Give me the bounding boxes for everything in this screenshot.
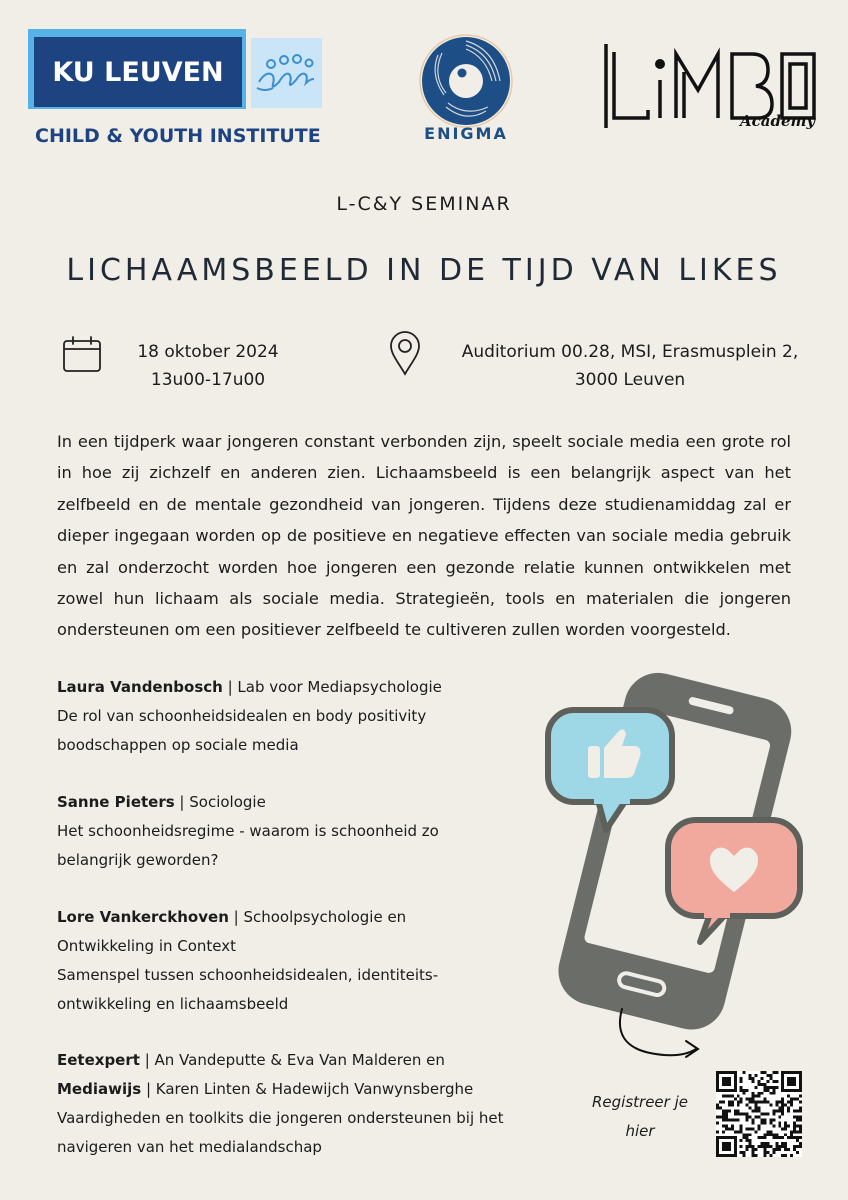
speaker-name: Lore Vankerckhoven bbox=[57, 908, 229, 926]
speaker-talk: Vaardigheden en toolkits die jongeren ondersteunen bij het navigeren van het medialandschap bbox=[57, 1109, 504, 1156]
speaker-block: Laura Vandenbosch | Lab voor Mediapsychologie De rol van schoonheidsidealen en body positivity boodschappen op sociale media bbox=[57, 673, 527, 760]
calendar-icon bbox=[62, 335, 102, 375]
location-line-1: Auditorium 00.28, MSI, Erasmusplein 2, bbox=[461, 342, 799, 362]
speaker-talk: Het schoonheidsregime - waarom is schoonheid zo belangrijk geworden? bbox=[57, 822, 439, 869]
speaker-talk: Samenspel tussen schoonheidsidealen, identiteits-ontwikkeling en lichaamsbeeld bbox=[57, 966, 439, 1013]
location-line-2: 3000 Leuven bbox=[574, 370, 686, 390]
speaker-affiliation: Lab voor Mediapsychologie bbox=[237, 678, 442, 696]
ku-leuven-logo bbox=[34, 37, 242, 107]
limbo-logo-text bbox=[0, 0, 1, 1]
speaker-affiliation: Schoolpsychologie en Ontwikkeling in Context bbox=[57, 908, 407, 955]
registration-qr-code[interactable] bbox=[716, 1070, 802, 1158]
speaker-block: Lore Vankerckhoven | Schoolpsychologie en Ontwikkeling in Context Samenspel tussen schoonheidsidealen, identiteits-ontwikkeling en lichaamsbeeld bbox=[57, 903, 527, 1019]
location-pin-icon bbox=[388, 330, 422, 376]
speaker-affiliation: Karen Linten & Hadewijch Vanwynsberghe bbox=[155, 1080, 474, 1098]
event-description: In een tijdperk waar jongeren constant verbonden zijn, speelt sociale media een grote rol in hoe zij zichzelf en anderen zien. Lichaamsbeeld is een belangrijk aspect van het zelfbeeld en de mentale gezondheid van jongeren. Tijdens deze studienamiddag zal er dieper ingegaan worden op de positieve en negatieve effecten van sociale media gebruik en zal onderzocht worden hoe jongeren een gezonde relatie kunnen ontwikkelen met zowel hun lichaam als sociale media. Strategieën, tools en materialen die jongeren ondersteunen om een positiever zelfbeeld te cultiveren zullen worden voorgesteld. bbox=[57, 432, 791, 640]
ku-leuven-logo-text: KU LEUVEN bbox=[52, 56, 224, 88]
event-time: 13u00-17u00 bbox=[150, 370, 266, 390]
speaker-talk: De rol van schoonheidsidealen en body positivity boodschappen op sociale media bbox=[57, 707, 427, 754]
register-label: Registreer je hier bbox=[592, 1093, 688, 1140]
phone-illustration bbox=[520, 660, 820, 1040]
speaker-name: Mediawijs bbox=[57, 1080, 142, 1098]
child-youth-emblem-icon bbox=[251, 38, 322, 108]
speaker-name: Eetexpert bbox=[57, 1051, 140, 1069]
limbo-subtitle: Academy bbox=[740, 112, 816, 130]
speaker-affiliation: Sociologie bbox=[189, 793, 266, 811]
institute-name: CHILD & YOUTH INSTITUTE bbox=[35, 125, 321, 147]
speaker-affiliation: An Vandeputte & Eva Van Malderen en bbox=[154, 1051, 445, 1069]
seminar-series: L-C&Y SEMINAR bbox=[336, 193, 512, 215]
speaker-block: Sanne Pieters | Sociologie Het schoonheidsregime - waarom is schoonheid zo belangrijk geworden? bbox=[57, 788, 527, 875]
event-location bbox=[430, 338, 830, 394]
page-title: LICHAAMSBEELD IN DE TIJD VAN LIKES bbox=[66, 253, 782, 288]
enigma-label: ENIGMA bbox=[424, 124, 508, 143]
event-date-time bbox=[118, 338, 298, 394]
event-date: 18 oktober 2024 bbox=[137, 342, 279, 362]
speaker-name: Sanne Pieters bbox=[57, 793, 175, 811]
speaker-name: Laura Vandenbosch bbox=[57, 678, 223, 696]
speaker-block: Eetexpert | An Vandeputte & Eva Van Malderen en Mediawijs | Karen Linten & Hadewijch Vanwynsberghe Vaardigheden en toolkits die jongeren ondersteunen bij het navigeren van het medialandschap bbox=[57, 1046, 527, 1162]
curved-arrow-icon bbox=[610, 1005, 710, 1075]
